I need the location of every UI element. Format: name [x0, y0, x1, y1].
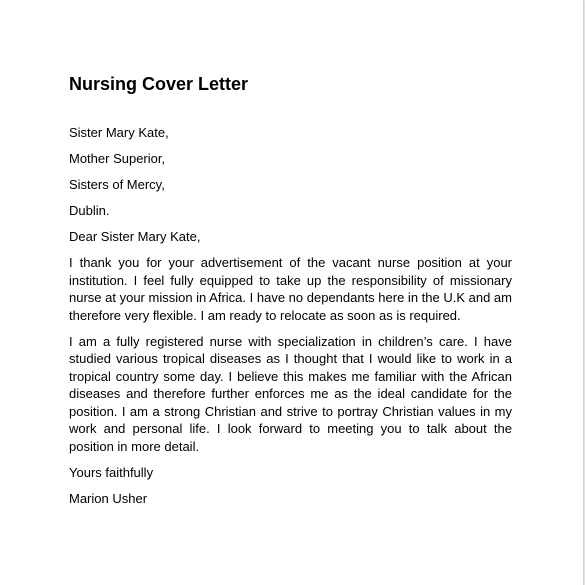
document-title: Nursing Cover Letter — [69, 74, 249, 94]
letter-body — [69, 124, 512, 516]
address-line-recipient: Sister Mary Kate, — [69, 125, 169, 140]
address-line-title: Mother Superior, — [69, 151, 166, 166]
closing: Yours faithfully — [69, 464, 154, 480]
address-line-organization: Sisters of Mercy, — [69, 177, 165, 192]
address-line-city: Dublin. — [69, 203, 110, 218]
body-paragraph-2: I am a fully registered nurse with specialization in children’s care. I have studied various tropical diseases as I thought that I would like to work in a tropical country some day. I believe this makes me familiar with the African diseases and therefore further enforces me as the ideal candidate for the position. I am a strong Christian and strive to portray Christian values in my work and personal life. I look forward to meeting you to talk about the position in more detail. — [69, 333, 512, 454]
body-paragraph-1: I thank you for your advertisement of the vacant nurse position at your institution. I feel fully equipped to take up the responsibility of missionary nurse at your mission in Africa. I have no dependants here in the U.K and am therefore very flexible. I am ready to relocate as soon as is required. — [69, 255, 512, 323]
signature: Marion Usher — [69, 490, 148, 506]
salutation: Dear Sister Mary Kate, — [69, 229, 201, 244]
